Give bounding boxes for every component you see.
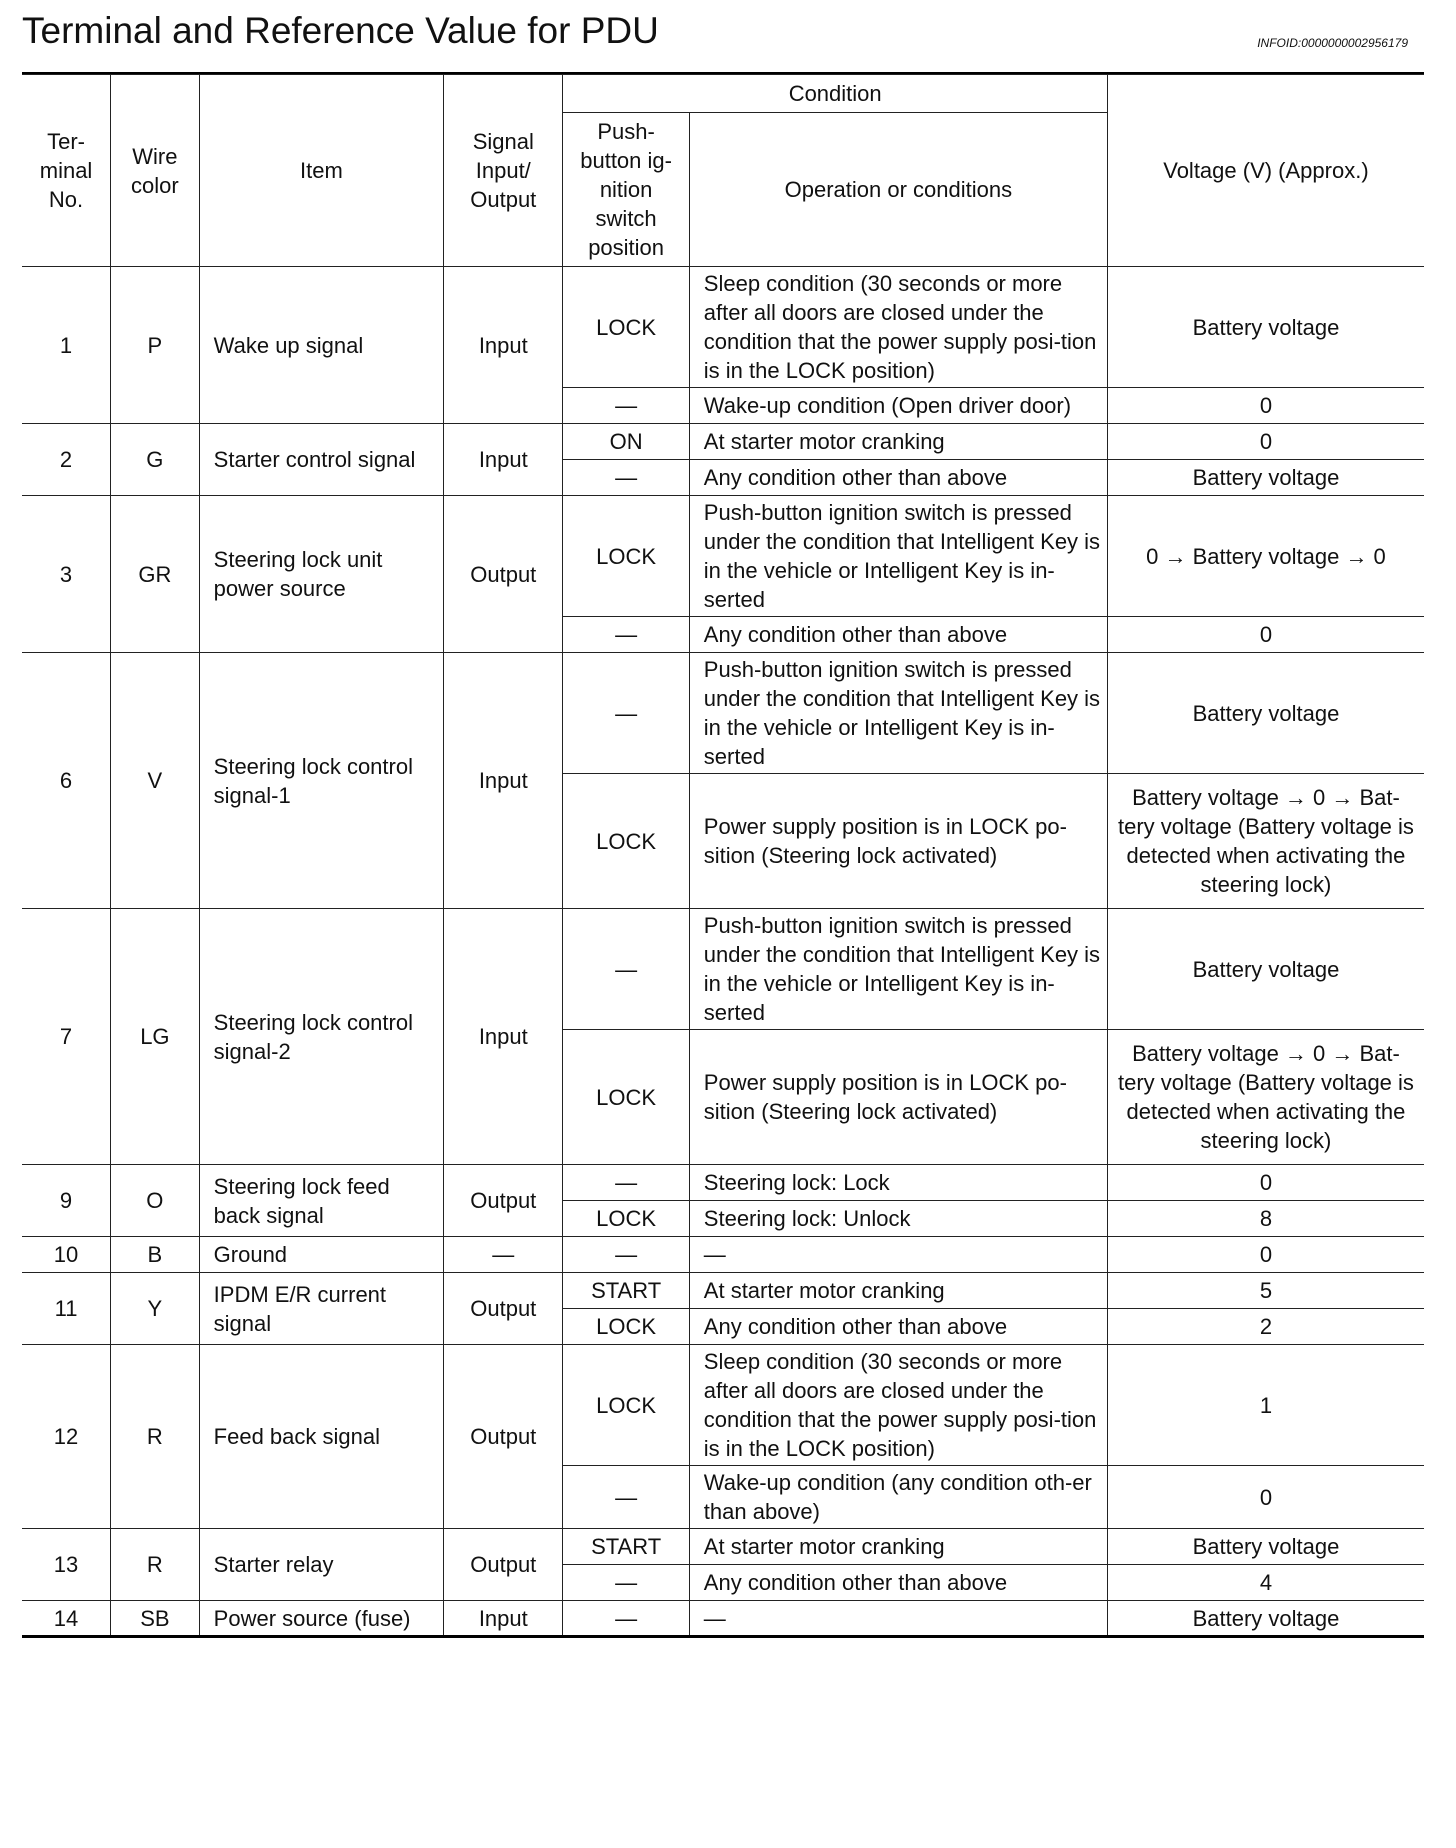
wire-color-cell: SB (111, 1601, 200, 1637)
operation-cell: Any condition other than above (689, 1565, 1107, 1601)
operation-cell: Push-button ignition switch is pressed under the condition that Intelligent Key is in the vehicle or Intelligent Key is in-serted (689, 909, 1107, 1030)
switch-position-cell: LOCK (563, 267, 689, 388)
signal-io-cell: Output (444, 1273, 563, 1345)
terminal-number-cell: 9 (22, 1165, 111, 1237)
terminal-number-cell: 11 (22, 1273, 111, 1345)
table-row (22, 1273, 1424, 1309)
signal-io-cell: Input (444, 424, 563, 496)
col-wire-header: Wire color (111, 75, 200, 267)
item-cell: Steering lock control signal-2 (199, 909, 443, 1165)
item-cell: Starter relay (199, 1529, 443, 1601)
signal-io-cell: Output (444, 496, 563, 653)
operation-cell: Steering lock: Unlock (689, 1201, 1107, 1237)
operation-cell: Sleep condition (30 seconds or more after all doors are closed under the condition that the power supply posi-tion is in the LOCK position) (689, 1345, 1107, 1466)
voltage-cell: 4 (1107, 1565, 1424, 1601)
operation-cell: At starter motor cranking (689, 1529, 1107, 1565)
voltage-cell: 0 (1107, 1237, 1424, 1273)
operation-cell: Wake-up condition (any condition oth-er than above) (689, 1466, 1107, 1529)
voltage-cell: Battery voltage (1107, 909, 1424, 1030)
operation-cell: Push-button ignition switch is pressed under the condition that Intelligent Key is in the vehicle or Intelligent Key is in-serted (689, 653, 1107, 774)
col-operation-header: Operation or conditions (689, 113, 1107, 267)
wire-color-cell: R (111, 1345, 200, 1529)
page-title: Terminal and Reference Value for PDU (22, 10, 659, 51)
table-row (22, 909, 1424, 1030)
col-terminal-header: Ter-minal No. (22, 75, 111, 267)
voltage-cell: Battery voltage (1107, 1601, 1424, 1637)
switch-position-cell: — (563, 388, 689, 424)
info-id: INFOID:0000000002956179 (1257, 36, 1408, 50)
item-cell: Steering lock unit power source (199, 496, 443, 653)
wire-color-cell: V (111, 653, 200, 909)
operation-cell: At starter motor cranking (689, 1273, 1107, 1309)
operation-cell: Power supply position is in LOCK po-sition (Steering lock activated) (689, 774, 1107, 909)
operation-cell: Power supply position is in LOCK po-sition (Steering lock activated) (689, 1030, 1107, 1165)
wire-color-cell: R (111, 1529, 200, 1601)
switch-position-cell: START (563, 1529, 689, 1565)
table-body (22, 267, 1424, 1637)
table-row (22, 1529, 1424, 1565)
wire-color-cell: O (111, 1165, 200, 1237)
terminal-reference-table (22, 74, 1424, 1638)
operation-cell: Any condition other than above (689, 1309, 1107, 1345)
terminal-number-cell: 10 (22, 1237, 111, 1273)
col-signal-header: Signal Input/ Output (444, 75, 563, 267)
signal-io-cell: Output (444, 1165, 563, 1237)
operation-cell: Wake-up condition (Open driver door) (689, 388, 1107, 424)
operation-cell: Any condition other than above (689, 617, 1107, 653)
voltage-cell: Battery voltage (1107, 653, 1424, 774)
voltage-cell: 0 (1107, 424, 1424, 460)
table-header (22, 75, 1424, 267)
operation-cell: Any condition other than above (689, 460, 1107, 496)
voltage-cell: 0 (1107, 1165, 1424, 1201)
operation-cell: Steering lock: Lock (689, 1165, 1107, 1201)
switch-position-cell: — (563, 653, 689, 774)
voltage-cell: Battery voltage → 0 → Bat-tery voltage (Battery voltage is detected when activating the steering lock) (1107, 1030, 1424, 1165)
col-position-header: Push-button ig-nition switch position (563, 113, 689, 267)
operation-cell: — (689, 1601, 1107, 1637)
terminal-number-cell: 6 (22, 653, 111, 909)
voltage-cell: 8 (1107, 1201, 1424, 1237)
col-voltage-header: Voltage (V) (Approx.) (1107, 75, 1424, 267)
switch-position-cell: — (563, 617, 689, 653)
table-row (22, 1165, 1424, 1201)
switch-position-cell: START (563, 1273, 689, 1309)
voltage-cell: 0 (1107, 388, 1424, 424)
operation-cell: Sleep condition (30 seconds or more after all doors are closed under the condition that the power supply posi-tion is in the LOCK position) (689, 267, 1107, 388)
voltage-cell: 0 (1107, 617, 1424, 653)
col-condition-header: Condition (563, 75, 1108, 113)
switch-position-cell: LOCK (563, 774, 689, 909)
switch-position-cell: LOCK (563, 496, 689, 617)
table-row (22, 496, 1424, 617)
voltage-cell: Battery voltage (1107, 1529, 1424, 1565)
wire-color-cell: LG (111, 909, 200, 1165)
item-cell: IPDM E/R current signal (199, 1273, 443, 1345)
switch-position-cell: — (563, 909, 689, 1030)
signal-io-cell: Input (444, 267, 563, 424)
terminal-number-cell: 7 (22, 909, 111, 1165)
wire-color-cell: G (111, 424, 200, 496)
item-cell: Ground (199, 1237, 443, 1273)
voltage-cell: 5 (1107, 1273, 1424, 1309)
voltage-cell: Battery voltage → 0 → Bat-tery voltage (Battery voltage is detected when activating the steering lock) (1107, 774, 1424, 909)
terminal-number-cell: 2 (22, 424, 111, 496)
terminal-number-cell: 3 (22, 496, 111, 653)
item-cell: Steering lock control signal-1 (199, 653, 443, 909)
table-row (22, 1237, 1424, 1273)
signal-io-cell: Output (444, 1345, 563, 1529)
signal-io-cell: Input (444, 653, 563, 909)
table-row (22, 653, 1424, 774)
terminal-number-cell: 1 (22, 267, 111, 424)
terminal-number-cell: 14 (22, 1601, 111, 1637)
switch-position-cell: — (563, 1165, 689, 1201)
table-row (22, 1345, 1424, 1466)
voltage-cell: Battery voltage (1107, 460, 1424, 496)
switch-position-cell: LOCK (563, 1345, 689, 1466)
switch-position-cell: — (563, 1237, 689, 1273)
table-row (22, 1601, 1424, 1637)
wire-color-cell: P (111, 267, 200, 424)
switch-position-cell: — (563, 1565, 689, 1601)
col-item-header: Item (199, 75, 443, 267)
switch-position-cell: LOCK (563, 1309, 689, 1345)
switch-position-cell: — (563, 1601, 689, 1637)
item-cell: Steering lock feed back signal (199, 1165, 443, 1237)
switch-position-cell: — (563, 1466, 689, 1529)
signal-io-cell: — (444, 1237, 563, 1273)
item-cell: Starter control signal (199, 424, 443, 496)
item-cell: Power source (fuse) (199, 1601, 443, 1637)
item-cell: Wake up signal (199, 267, 443, 424)
signal-io-cell: Input (444, 1601, 563, 1637)
operation-cell: Push-button ignition switch is pressed under the condition that Intelligent Key is in the vehicle or Intelligent Key is in-serted (689, 496, 1107, 617)
item-cell: Feed back signal (199, 1345, 443, 1529)
wire-color-cell: GR (111, 496, 200, 653)
signal-io-cell: Input (444, 909, 563, 1165)
signal-io-cell: Output (444, 1529, 563, 1601)
switch-position-cell: — (563, 460, 689, 496)
voltage-cell: 0 (1107, 1466, 1424, 1529)
voltage-cell: Battery voltage (1107, 267, 1424, 388)
voltage-cell: 0 → Battery voltage → 0 (1107, 496, 1424, 617)
voltage-cell: 1 (1107, 1345, 1424, 1466)
wire-color-cell: B (111, 1237, 200, 1273)
switch-position-cell: ON (563, 424, 689, 460)
operation-cell: At starter motor cranking (689, 424, 1107, 460)
operation-cell: — (689, 1237, 1107, 1273)
terminal-number-cell: 13 (22, 1529, 111, 1601)
table-row (22, 267, 1424, 388)
switch-position-cell: LOCK (563, 1030, 689, 1165)
terminal-number-cell: 12 (22, 1345, 111, 1529)
wire-color-cell: Y (111, 1273, 200, 1345)
voltage-cell: 2 (1107, 1309, 1424, 1345)
switch-position-cell: LOCK (563, 1201, 689, 1237)
table-row (22, 424, 1424, 460)
